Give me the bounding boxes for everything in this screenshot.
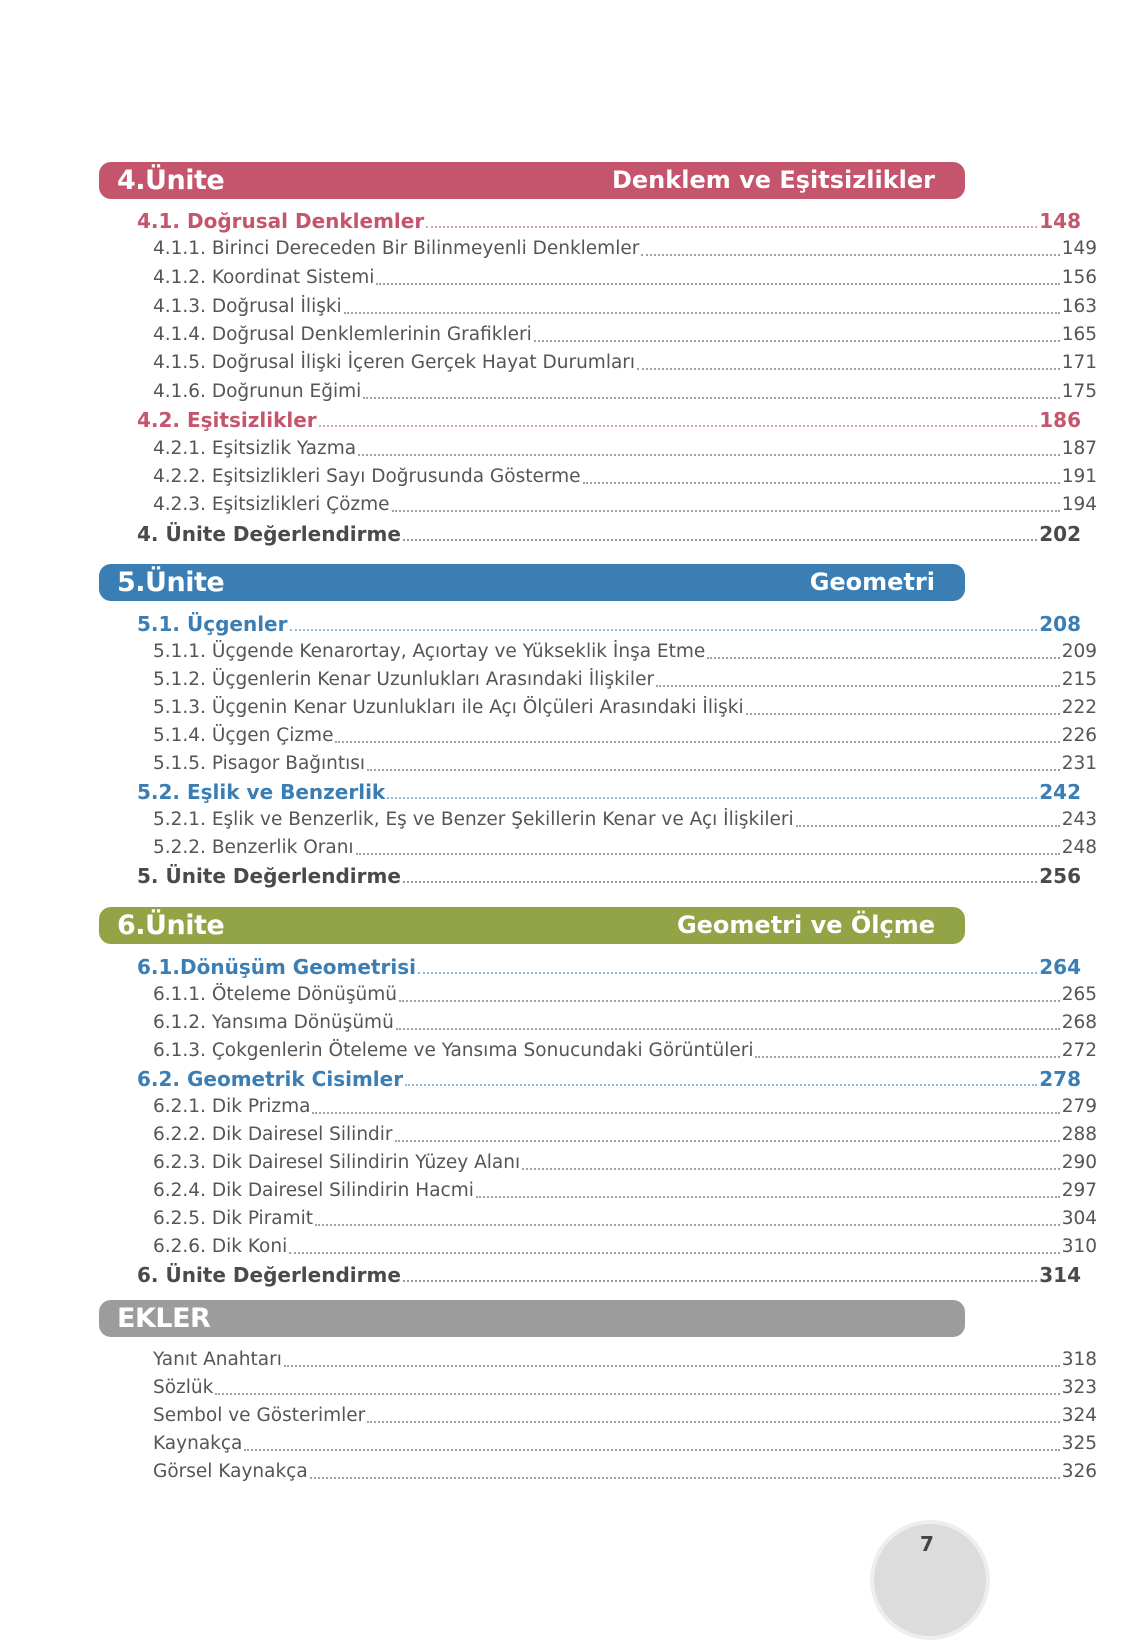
toc-label: 6.2.1. Dik Prizma: [153, 1096, 311, 1117]
toc-page: 290: [1061, 1152, 1097, 1173]
toc-page: 325: [1061, 1433, 1097, 1454]
toc-label: 4.1.6. Doğrunun Eğimi: [153, 381, 362, 402]
toc-page: 148: [1039, 209, 1081, 233]
toc-page: 288: [1061, 1124, 1097, 1145]
toc-page: 186: [1039, 408, 1081, 432]
toc-page: 208: [1039, 612, 1081, 636]
toc-page: 175: [1061, 381, 1097, 402]
toc-label: Sözlük: [153, 1377, 214, 1398]
toc-section-5-1[interactable]: [0, 609, 1081, 637]
toc-label: Sembol ve Gösterimler: [153, 1405, 366, 1426]
toc-label: Kaynakça: [153, 1433, 243, 1454]
toc-label: 4.2.3. Eşitsizlikleri Çözme: [153, 494, 390, 515]
toc-page: 264: [1039, 955, 1081, 979]
toc-subsection-4-2-1[interactable]: [0, 434, 1097, 462]
toc-subsection-4-1-5[interactable]: [0, 348, 1097, 376]
toc-label: 6. Ünite Değerlendirme: [137, 1263, 401, 1287]
toc-page: 156: [1061, 267, 1097, 288]
toc-appendix-answer-key[interactable]: [0, 1345, 1097, 1373]
toc-label: 6.2. Geometrik Cisimler: [137, 1067, 404, 1091]
toc-section-4-1[interactable]: [0, 206, 1081, 234]
toc-page: 242: [1039, 780, 1081, 804]
toc-page: 314: [1039, 1263, 1081, 1287]
toc-page: 310: [1061, 1236, 1097, 1257]
toc-subsection-6-2-6[interactable]: [0, 1232, 1097, 1260]
toc-page: 226: [1061, 725, 1097, 746]
toc-label: 4.2.1. Eşitsizlik Yazma: [153, 438, 357, 459]
toc-page: 265: [1061, 984, 1097, 1005]
toc-subsection-6-2-5[interactable]: [0, 1204, 1097, 1232]
toc-page: 278: [1039, 1067, 1081, 1091]
toc-label: 6.1.1. Öteleme Dönüşümü: [153, 984, 397, 1005]
toc-label: 6.1.Dönüşüm Geometrisi: [137, 955, 416, 979]
unit-4-header: [99, 162, 965, 199]
toc-label: Yanıt Anahtarı: [153, 1349, 282, 1370]
toc-page: 326: [1061, 1461, 1097, 1482]
toc-appendix-bibliography[interactable]: [0, 1429, 1097, 1457]
toc-section-6-2[interactable]: [0, 1064, 1081, 1092]
toc-page: 209: [1061, 641, 1097, 662]
toc-subsection-5-1-5[interactable]: [0, 749, 1097, 777]
toc-page: 149: [1061, 238, 1097, 259]
toc-unit-4-evaluation[interactable]: [0, 519, 1081, 547]
toc-label: 5.1.5. Pisagor Bağıntısı: [153, 753, 366, 774]
toc-label: 4.1. Doğrusal Denklemler: [137, 209, 425, 233]
unit-4-number: 4.Ünite: [117, 165, 225, 196]
toc-label: 6.2.3. Dik Dairesel Silindirin Yüzey Alanı: [153, 1152, 521, 1173]
toc-label: 4.1.5. Doğrusal İlişki İçeren Gerçek Hayat Durumları: [153, 352, 636, 373]
toc-page: 215: [1061, 669, 1097, 690]
toc-label: 6.2.2. Dik Dairesel Silindir: [153, 1124, 393, 1145]
toc-label: 4.1.3. Doğrusal İlişki: [153, 296, 342, 317]
toc-section-5-2[interactable]: [0, 777, 1081, 805]
toc-unit-6-evaluation[interactable]: [0, 1260, 1081, 1288]
toc-subsection-4-2-3[interactable]: [0, 490, 1097, 518]
toc-page: 163: [1061, 296, 1097, 317]
toc-subsection-4-1-2[interactable]: [0, 263, 1097, 291]
toc-label: 4.1.2. Koordinat Sistemi: [153, 267, 375, 288]
toc-page: 165: [1061, 324, 1097, 345]
toc-page: 297: [1061, 1180, 1097, 1201]
toc-page: 187: [1061, 438, 1097, 459]
toc-subsection-6-1-3[interactable]: [0, 1036, 1097, 1064]
appendix-title: EKLER: [117, 1303, 211, 1334]
toc-label: 4.2.2. Eşitsizlikleri Sayı Doğrusunda Gösterme: [153, 466, 581, 487]
toc-page: 231: [1061, 753, 1097, 774]
toc-subsection-5-2-2[interactable]: [0, 833, 1097, 861]
toc-page: 194: [1061, 494, 1097, 515]
toc-subsection-6-1-1[interactable]: [0, 980, 1097, 1008]
toc-label: 5.1.2. Üçgenlerin Kenar Uzunlukları Arasındaki İlişkiler: [153, 669, 655, 690]
toc-page: 304: [1061, 1208, 1097, 1229]
toc-subsection-5-1-2[interactable]: [0, 665, 1097, 693]
toc-label: 5.2.1. Eşlik ve Benzerlik, Eş ve Benzer Şekillerin Kenar ve Açı İlişkileri: [153, 809, 794, 830]
toc-page: 191: [1061, 466, 1097, 487]
toc-label: 5.1.1. Üçgende Kenarortay, Açıortay ve Yükseklik İnşa Etme: [153, 641, 706, 662]
toc-page: 324: [1061, 1405, 1097, 1426]
toc-subsection-6-2-2[interactable]: [0, 1120, 1097, 1148]
appendix-header: [99, 1300, 965, 1337]
toc-label: Görsel Kaynakça: [153, 1461, 308, 1482]
toc-label: 5.2.2. Benzerlik Oranı: [153, 837, 354, 858]
toc-label: 5.1. Üçgenler: [137, 612, 288, 636]
toc-appendix-glossary[interactable]: [0, 1373, 1097, 1401]
toc-subsection-4-2-2[interactable]: [0, 462, 1097, 490]
toc-subsection-4-1-3[interactable]: [0, 292, 1097, 320]
toc-page: 318: [1061, 1349, 1097, 1370]
toc-label: 6.2.6. Dik Koni: [153, 1236, 288, 1257]
unit-5-header: [99, 564, 965, 601]
toc-label: 6.1.2. Yansıma Dönüşümü: [153, 1012, 394, 1033]
toc-label: 6.2.5. Dik Piramit: [153, 1208, 314, 1229]
toc-page: 279: [1061, 1096, 1097, 1117]
toc-appendix-visual-sources[interactable]: [0, 1457, 1097, 1485]
toc-page: 171: [1061, 352, 1097, 373]
toc-label: 4. Ünite Değerlendirme: [137, 522, 401, 546]
toc-label: 4.1.1. Birinci Dereceden Bir Bilinmeyenli Denklemler: [153, 238, 640, 259]
toc-page: 248: [1061, 837, 1097, 858]
toc-subsection-6-2-3[interactable]: [0, 1148, 1097, 1176]
toc-subsection-4-1-1[interactable]: [0, 234, 1097, 262]
toc-subsection-5-1-1[interactable]: [0, 637, 1097, 665]
toc-subsection-6-2-4[interactable]: [0, 1176, 1097, 1204]
unit-6-title: Geometri ve Ölçme: [676, 911, 935, 939]
toc-label: 5. Ünite Değerlendirme: [137, 864, 401, 888]
toc-section-6-1[interactable]: [0, 952, 1081, 980]
toc-label: 5.1.4. Üçgen Çizme: [153, 725, 334, 746]
toc-subsection-5-2-1[interactable]: [0, 805, 1097, 833]
toc-subsection-4-1-6[interactable]: [0, 377, 1097, 405]
toc-label: 5.2. Eşlik ve Benzerlik: [137, 780, 386, 804]
toc-subsection-5-1-3[interactable]: [0, 693, 1097, 721]
toc-label: 6.2.4. Dik Dairesel Silindirin Hacmi: [153, 1180, 474, 1201]
toc-page: 256: [1039, 864, 1081, 888]
toc-subsection-5-1-4[interactable]: [0, 721, 1097, 749]
unit-5-number: 5.Ünite: [117, 567, 225, 598]
unit-5-title: Geometri: [809, 568, 935, 596]
toc-section-4-2[interactable]: [0, 405, 1081, 433]
unit-4-title: Denklem ve Eşitsizlikler: [611, 166, 935, 194]
toc-label: 5.1.3. Üçgenin Kenar Uzunlukları ile Açı Ölçüleri Arasındaki İlişki: [153, 697, 744, 718]
page-number: 7: [920, 1532, 934, 1556]
toc-label: 4.1.4. Doğrusal Denklemlerinin Grafikleri: [153, 324, 532, 345]
toc-page: 272: [1061, 1040, 1097, 1061]
toc-page: 323: [1061, 1377, 1097, 1398]
toc-page: 243: [1061, 809, 1097, 830]
unit-6-number: 6.Ünite: [117, 910, 225, 941]
unit-6-header: [99, 907, 965, 944]
toc-page: 268: [1061, 1012, 1097, 1033]
toc-subsection-6-2-1[interactable]: [0, 1092, 1097, 1120]
toc-unit-5-evaluation[interactable]: [0, 861, 1081, 889]
toc-subsection-4-1-4[interactable]: [0, 320, 1097, 348]
toc-appendix-symbols[interactable]: [0, 1401, 1097, 1429]
toc-label: 6.1.3. Çokgenlerin Öteleme ve Yansıma Sonucundaki Görüntüleri: [153, 1040, 754, 1061]
toc-label: 4.2. Eşitsizlikler: [137, 408, 317, 432]
toc-page: 202: [1039, 522, 1081, 546]
toc-subsection-6-1-2[interactable]: [0, 1008, 1097, 1036]
toc-page: 222: [1061, 697, 1097, 718]
